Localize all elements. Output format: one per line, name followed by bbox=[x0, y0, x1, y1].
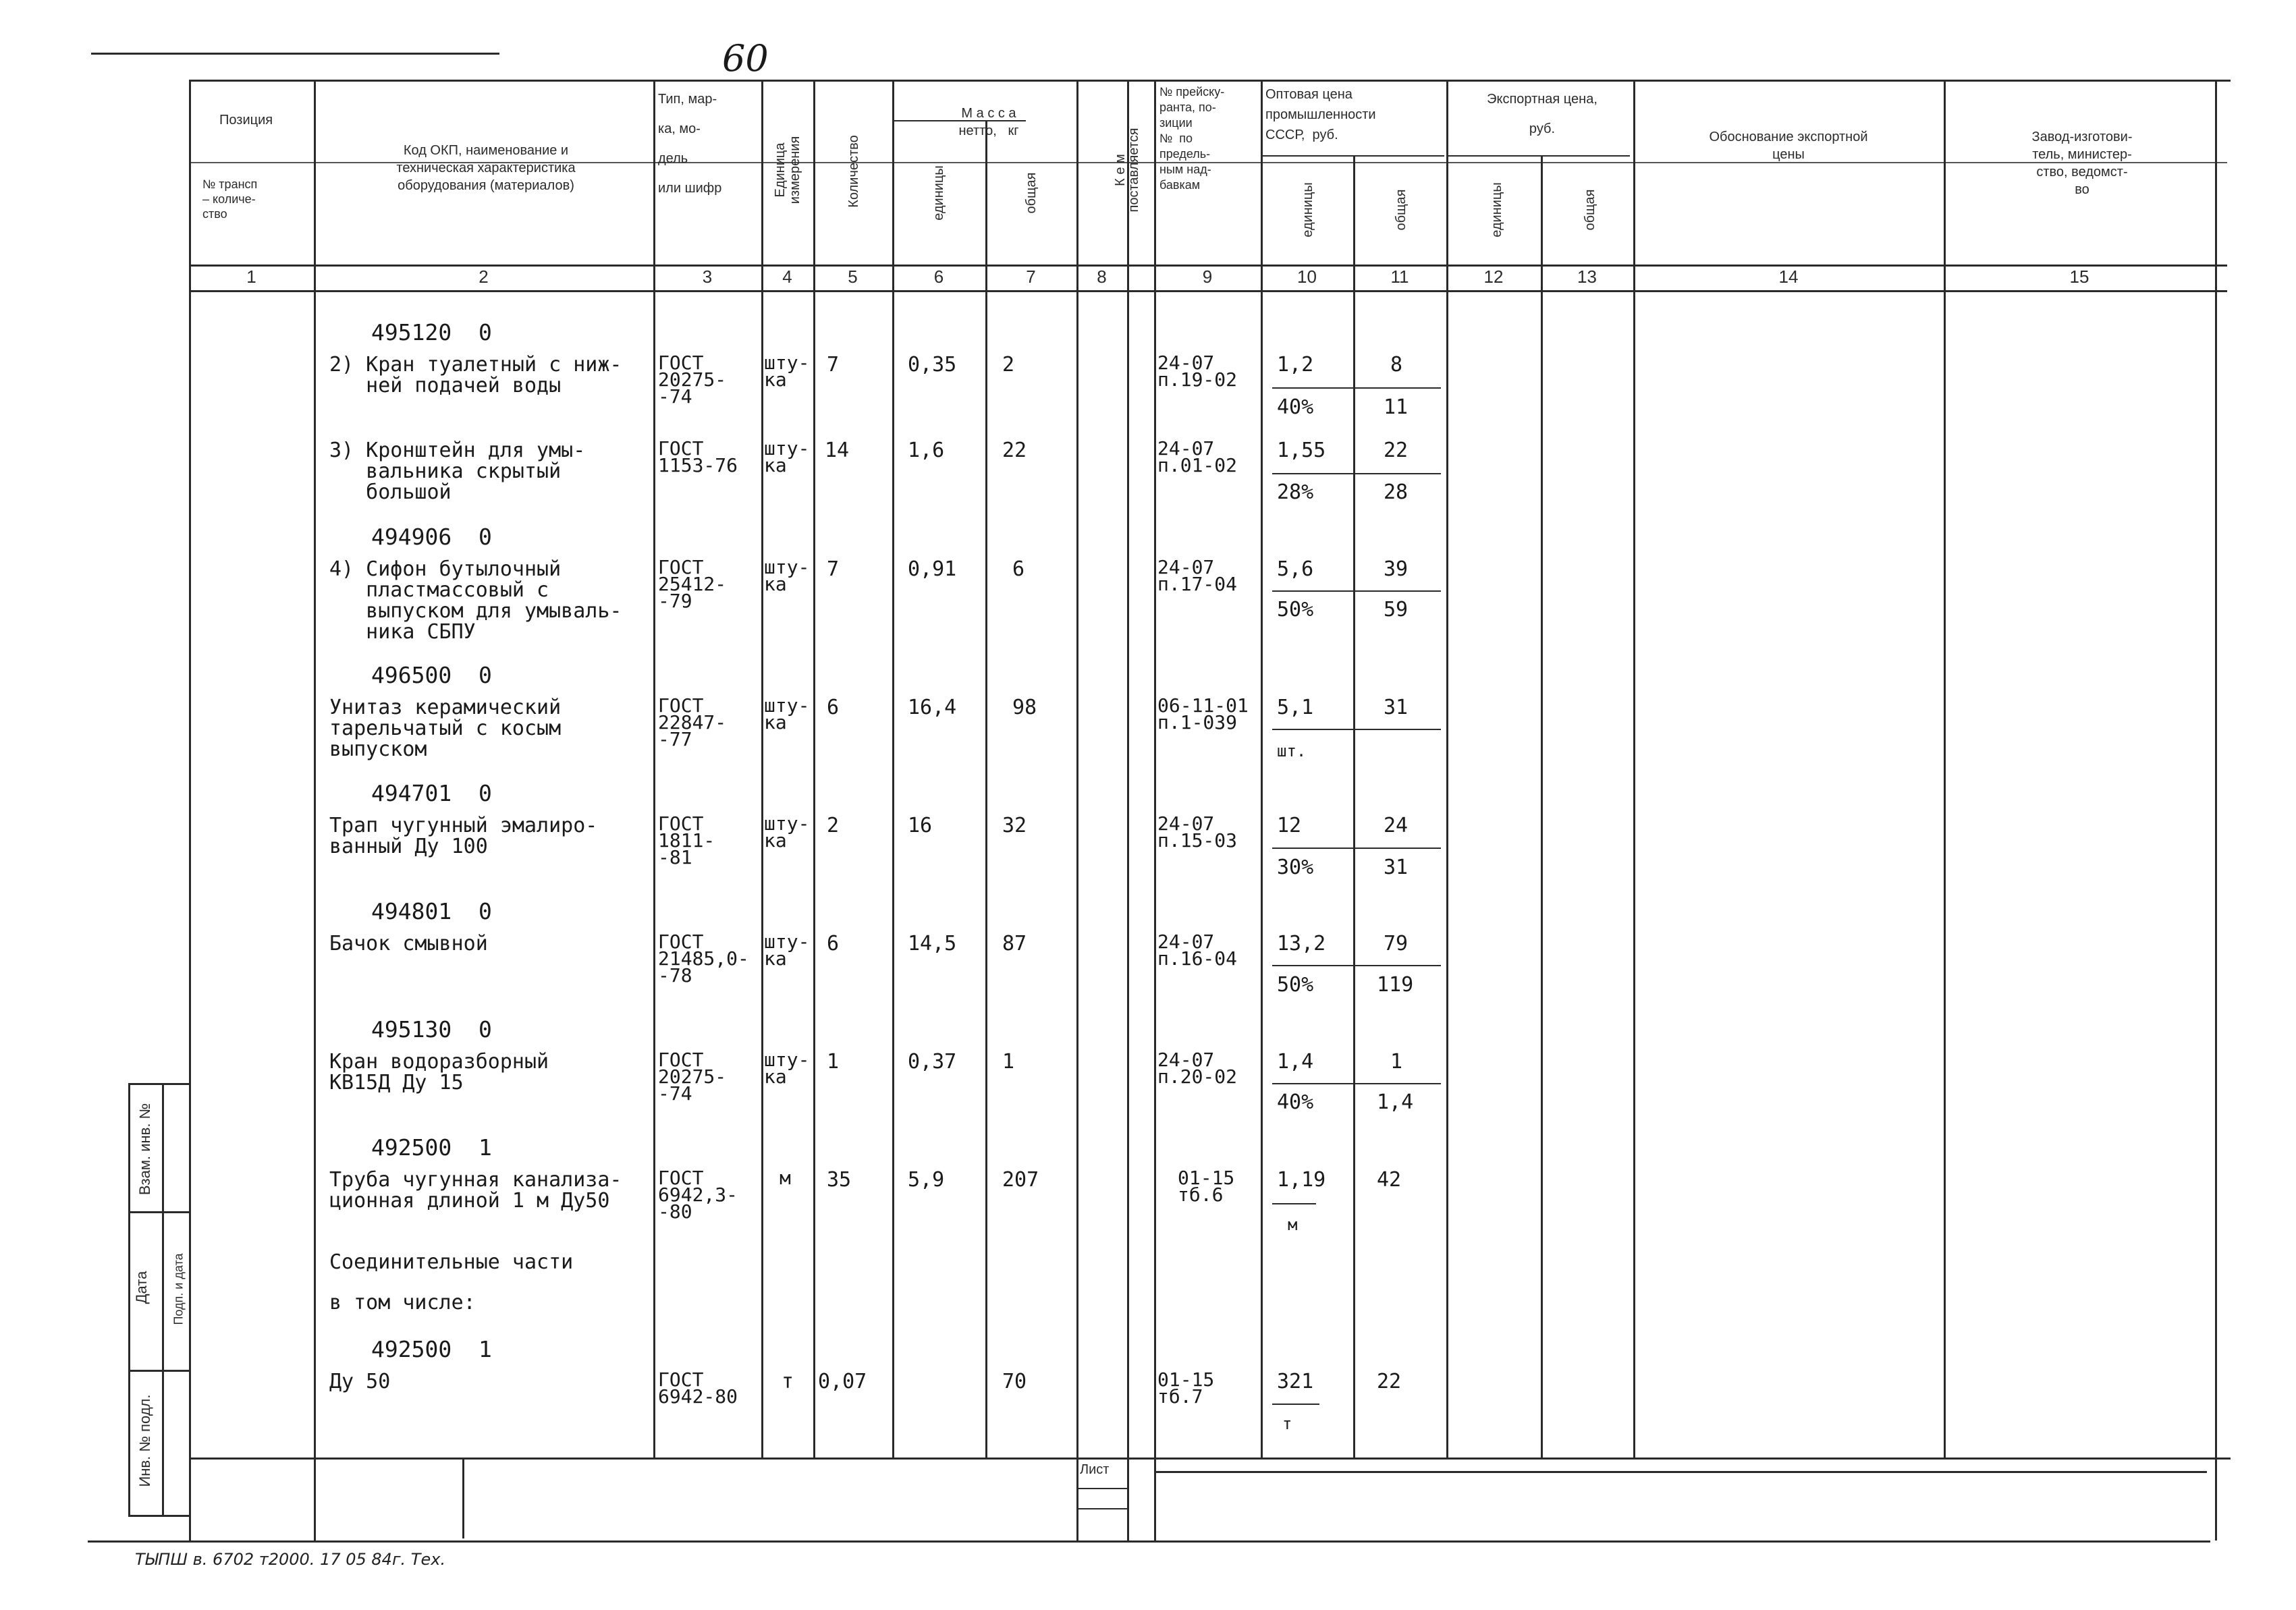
price-total: 1 bbox=[1390, 1050, 1403, 1074]
mass-unit: 0,37 bbox=[908, 1050, 957, 1074]
item-qty: 6 bbox=[827, 696, 840, 719]
price-unit: 5,1 bbox=[1277, 696, 1314, 719]
colnum-11: 11 bbox=[1390, 267, 1409, 287]
markup-total: 119 bbox=[1377, 973, 1414, 997]
markup: 40% bbox=[1277, 1090, 1314, 1114]
item-unit: шту- ка bbox=[764, 352, 810, 391]
price-total: 39 bbox=[1384, 557, 1409, 581]
mass-total: 32 bbox=[1002, 814, 1027, 837]
header-wholesale: Оптовая цена промышленности СССР, руб. bbox=[1265, 87, 1376, 142]
item-gost: ГОСТ 6942,3- -80 bbox=[658, 1167, 738, 1223]
item-unit: шту- ка bbox=[764, 694, 810, 733]
price-ref: 24-07 п.01-02 bbox=[1157, 437, 1238, 476]
price-unit: 1,2 bbox=[1277, 353, 1314, 377]
header-export-total: общая bbox=[1583, 189, 1597, 231]
colnum-9: 9 bbox=[1202, 267, 1213, 287]
header-manufacturer: Завод-изготови- тель, министер- ство, ведомст- во bbox=[2031, 130, 2133, 197]
header-unit: Единица измерения bbox=[773, 136, 802, 204]
markup: 40% bbox=[1277, 395, 1314, 419]
price-unit: 1,19 bbox=[1277, 1168, 1326, 1192]
header-justification: Обоснование экспортной цены bbox=[1709, 130, 1868, 162]
item-qty: 6 bbox=[827, 932, 840, 955]
header-export-unit: единицы bbox=[1489, 182, 1504, 238]
header-supplier: К е м поставляется bbox=[1113, 128, 1141, 213]
mass-unit: 16,4 bbox=[908, 696, 957, 719]
markup: 50% bbox=[1277, 598, 1314, 621]
item-name: Труба чугунная канализа- ционная длиной 1 м Ду50 bbox=[329, 1168, 622, 1213]
mass-total: 1 bbox=[1002, 1050, 1015, 1074]
mass-unit: 14,5 bbox=[908, 932, 957, 955]
mass-unit: 16 bbox=[908, 814, 933, 837]
markup: 50% bbox=[1277, 973, 1314, 997]
section-subtitle: в том числе: bbox=[329, 1291, 476, 1314]
colnum-14: 14 bbox=[1778, 267, 1799, 287]
price-ref: 24-07 п.17-04 bbox=[1157, 556, 1238, 595]
item-name: Унитаз керамический тарельчатый с косым выпуском bbox=[329, 696, 562, 761]
colnum-2: 2 bbox=[479, 267, 489, 287]
price-ref: 24-07 п.15-03 bbox=[1157, 812, 1238, 852]
okp-code: 494906 0 bbox=[371, 524, 492, 550]
header-qty: Количество bbox=[846, 135, 861, 208]
price-total: 8 bbox=[1390, 353, 1403, 377]
colnum-6: 6 bbox=[933, 267, 944, 287]
stamp-date: Дата bbox=[133, 1271, 150, 1304]
item-gost: ГОСТ 1153-76 bbox=[658, 437, 738, 476]
price-total: 42 bbox=[1377, 1168, 1402, 1192]
page-number: 60 bbox=[722, 37, 769, 80]
colnum-15: 15 bbox=[2069, 267, 2089, 287]
markup: т bbox=[1282, 1414, 1292, 1433]
markup: 30% bbox=[1277, 856, 1314, 879]
mass-unit: 1,6 bbox=[908, 439, 945, 462]
item-unit: шту- ка bbox=[764, 812, 810, 852]
mass-total: 2 bbox=[1002, 353, 1015, 377]
price-ref: 24-07 п.19-02 bbox=[1157, 352, 1238, 391]
section-title: Соединительные части bbox=[329, 1250, 574, 1274]
header-mass-unit: единицы bbox=[931, 165, 946, 221]
okp-code: 495130 0 bbox=[371, 1016, 492, 1043]
markup: м bbox=[1288, 1215, 1298, 1234]
stamp-inv-no: Инв. № подл. bbox=[136, 1394, 153, 1487]
okp-code: 495120 0 bbox=[371, 319, 492, 345]
mass-total: 70 bbox=[1002, 1370, 1027, 1393]
item-name: 2) Кран туалетный с ниж- ней подачей воды bbox=[329, 353, 622, 397]
stamp-sign-date: Подп. и дата bbox=[171, 1253, 186, 1325]
price-total: 24 bbox=[1384, 814, 1409, 837]
header-name: Код ОКП, наименование и техническая характеристика оборудования (материалов) bbox=[396, 143, 576, 193]
header-price-unit: единицы bbox=[1301, 182, 1315, 238]
item-qty: 0,07 bbox=[818, 1370, 867, 1393]
price-total: 22 bbox=[1377, 1370, 1402, 1393]
price-unit: 5,6 bbox=[1277, 557, 1314, 581]
item-qty: 35 bbox=[827, 1168, 852, 1192]
okp-code: 494701 0 bbox=[371, 780, 492, 806]
price-ref: 01-15 тб.7 bbox=[1157, 1368, 1215, 1408]
header-price-total: общая bbox=[1394, 189, 1409, 231]
price-total: 31 bbox=[1384, 696, 1409, 719]
item-name: Бачок смывной bbox=[329, 932, 488, 955]
item-gost: ГОСТ 20275- -74 bbox=[658, 1049, 727, 1105]
item-gost: ГОСТ 21485,0- -78 bbox=[658, 931, 749, 987]
mass-total: 87 bbox=[1002, 932, 1027, 955]
item-qty: 7 bbox=[827, 557, 840, 581]
okp-code: 492500 1 bbox=[371, 1134, 492, 1161]
item-unit: шту- ка bbox=[764, 437, 810, 476]
sheet-label: Лист bbox=[1080, 1462, 1110, 1477]
header-position: Позиция bbox=[219, 113, 273, 128]
item-gost: ГОСТ 25412- -79 bbox=[658, 556, 727, 612]
colnum-3: 3 bbox=[702, 267, 713, 287]
item-unit: шту- ка bbox=[764, 931, 810, 970]
item-gost: ГОСТ 1811- -81 bbox=[658, 812, 715, 868]
colnum-8: 8 bbox=[1097, 267, 1107, 287]
price-unit: 12 bbox=[1277, 814, 1302, 837]
mass-total: 22 bbox=[1002, 439, 1027, 462]
colnum-7: 7 bbox=[1026, 267, 1036, 287]
item-qty: 7 bbox=[827, 353, 840, 377]
header-mass: М а с с а нетто, кг bbox=[958, 106, 1019, 138]
markup: 28% bbox=[1277, 480, 1314, 504]
item-qty: 1 bbox=[827, 1050, 840, 1074]
header-export: Экспортная цена, руб. bbox=[1487, 92, 1597, 136]
item-gost: ГОСТ 6942-80 bbox=[658, 1368, 738, 1408]
price-ref: 01-15 тб.6 bbox=[1178, 1167, 1235, 1206]
markup-total: 28 bbox=[1384, 480, 1409, 504]
mass-unit: 0,91 bbox=[908, 557, 957, 581]
item-name: 4) Сифон бутылочный пластмассовый с выпуском для умываль- ника СБПУ bbox=[329, 557, 622, 644]
item-qty: 14 bbox=[825, 439, 850, 462]
markup: шт. bbox=[1277, 742, 1307, 760]
header-pricelist: № прейску- ранта, по- зиции № по предель- ным над- бавкам bbox=[1159, 85, 1225, 192]
colnum-13: 13 bbox=[1577, 267, 1597, 287]
mass-unit: 5,9 bbox=[908, 1168, 945, 1192]
header-type: Тип, мар- ка, мо- дель или шифр bbox=[658, 92, 722, 196]
markup-total: 59 bbox=[1384, 598, 1409, 621]
mass-total: 6 bbox=[1012, 557, 1025, 581]
item-gost: ГОСТ 22847- -77 bbox=[658, 694, 727, 750]
markup-total: 1,4 bbox=[1377, 1090, 1414, 1114]
colnum-5: 5 bbox=[848, 267, 858, 287]
item-name: Трап чугунный эмалиро- ванный Ду 100 bbox=[329, 814, 598, 858]
price-unit: 1,4 bbox=[1277, 1050, 1314, 1074]
price-unit: 321 bbox=[1277, 1370, 1314, 1393]
price-total: 22 bbox=[1384, 439, 1409, 462]
footer-stamp: ТЫПШ в. 6702 т2000. 17 05 84г. Тех. bbox=[135, 1550, 446, 1569]
colnum-12: 12 bbox=[1483, 267, 1504, 287]
header-mass-total: общая bbox=[1024, 172, 1039, 214]
item-unit: м bbox=[780, 1167, 791, 1189]
okp-code: 492500 1 bbox=[371, 1336, 492, 1362]
header-transport: № трансп – количе- ство bbox=[202, 177, 258, 221]
mass-total: 98 bbox=[1012, 696, 1037, 719]
item-gost: ГОСТ 20275- -74 bbox=[658, 352, 727, 408]
item-name: 3) Кронштейн для умы- вальника скрытый большой bbox=[329, 439, 586, 504]
price-unit: 13,2 bbox=[1277, 932, 1326, 955]
item-unit: шту- ка bbox=[764, 556, 810, 595]
price-total: 79 bbox=[1384, 932, 1409, 955]
item-unit: шту- ка bbox=[764, 1049, 810, 1088]
mass-unit: 0,35 bbox=[908, 353, 957, 377]
okp-code: 496500 0 bbox=[371, 662, 492, 688]
markup-total: 11 bbox=[1384, 395, 1409, 419]
item-unit: т bbox=[782, 1370, 794, 1393]
item-name: Ду 50 bbox=[329, 1370, 391, 1393]
okp-code: 494801 0 bbox=[371, 898, 492, 924]
mass-total: 207 bbox=[1002, 1168, 1039, 1192]
price-ref: 24-07 п.20-02 bbox=[1157, 1049, 1238, 1088]
item-qty: 2 bbox=[827, 814, 840, 837]
price-ref: 06-11-01 п.1-039 bbox=[1157, 694, 1249, 733]
colnum-4: 4 bbox=[782, 267, 792, 287]
item-name: Кран водоразборный КВ15Д Ду 15 bbox=[329, 1050, 549, 1094]
stamp-replace-inv: Взам. инв. № bbox=[136, 1103, 153, 1196]
colnum-1: 1 bbox=[246, 267, 256, 287]
markup-total: 31 bbox=[1384, 856, 1409, 879]
price-unit: 1,55 bbox=[1277, 439, 1326, 462]
colnum-10: 10 bbox=[1297, 267, 1317, 287]
price-ref: 24-07 п.16-04 bbox=[1157, 931, 1238, 970]
